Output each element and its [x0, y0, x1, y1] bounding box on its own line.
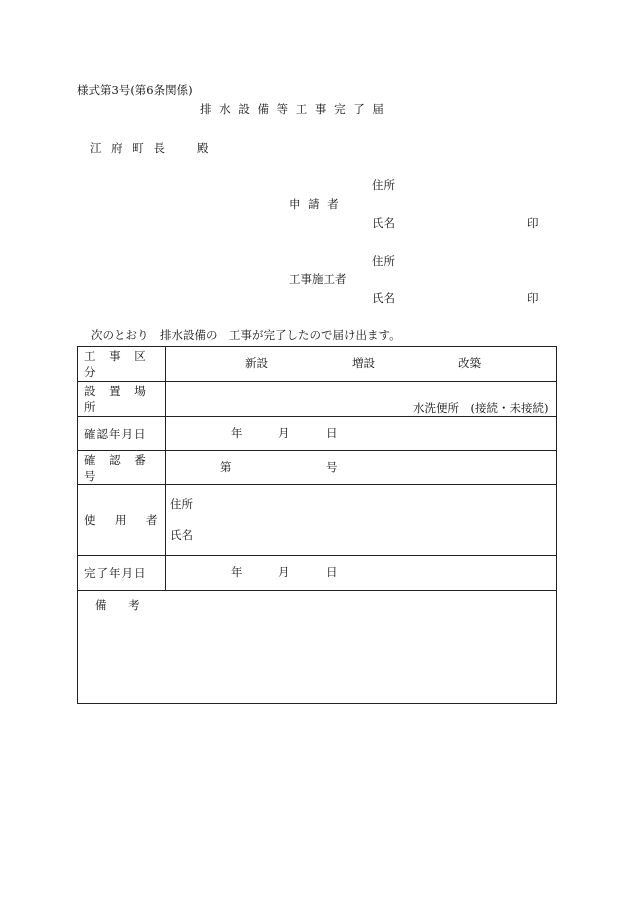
work-type-value[interactable]	[166, 347, 557, 382]
location-label: 設 置 場 所	[78, 382, 166, 417]
applicant-role: 申 請 者	[289, 197, 341, 211]
flush-toilet-note: 水洗便所 (接続・未接続)	[413, 401, 549, 415]
applicant-name-label: 氏名	[372, 216, 395, 230]
completion-month: 月	[278, 565, 290, 579]
option-new[interactable]: 新設	[245, 356, 268, 370]
row-confirm-number	[78, 451, 557, 485]
completion-date-label: 完了年月日	[78, 556, 166, 591]
contractor-name-label: 氏名	[372, 291, 395, 305]
completion-day: 日	[326, 565, 338, 579]
applicant-address-label: 住所	[372, 178, 395, 192]
row-confirm-date	[78, 417, 557, 451]
user-label: 使 用 者	[78, 485, 166, 556]
row-remarks	[78, 591, 557, 704]
form-number: 様式第3号(第6条関係)	[77, 83, 193, 97]
remarks-area[interactable]	[78, 591, 557, 704]
confirm-number-label: 確 認 番 号	[78, 451, 166, 485]
completion-date-value[interactable]	[166, 556, 557, 591]
confirm-month: 月	[278, 426, 290, 440]
remarks-label: 備 考	[95, 598, 149, 612]
row-work-type	[78, 347, 557, 382]
contractor-seal: 印	[527, 291, 539, 305]
work-type-label: 工 事 区 分	[78, 347, 166, 382]
confirm-day: 日	[326, 426, 338, 440]
confirm-date-value[interactable]	[166, 417, 557, 451]
location-value[interactable]	[166, 382, 557, 417]
user-name-label: 氏名	[170, 528, 193, 542]
contractor-role: 工事施工者	[289, 272, 347, 286]
form-table	[77, 346, 557, 704]
contractor-address-label: 住所	[372, 254, 395, 268]
user-value[interactable]	[166, 485, 557, 556]
number-suffix: 号	[326, 460, 338, 474]
row-location	[78, 382, 557, 417]
addressee: 江 府 町 長 殿	[90, 141, 212, 155]
statement: 次のとおり 排水設備の 工事が完了したので届け出ます。	[91, 328, 401, 342]
applicant-seal: 印	[527, 216, 539, 230]
option-extension[interactable]: 増設	[352, 356, 375, 370]
confirm-date-label: 確認年月日	[78, 417, 166, 451]
user-address-label: 住所	[170, 497, 193, 511]
confirm-year: 年	[231, 426, 243, 440]
row-completion-date	[78, 556, 557, 591]
number-prefix: 第	[220, 460, 232, 474]
row-user	[78, 485, 557, 556]
document-title: 排 水 設 備 等 工 事 完 了 届	[200, 102, 386, 116]
confirm-number-value[interactable]	[166, 451, 557, 485]
option-renovation[interactable]: 改築	[458, 356, 481, 370]
completion-year: 年	[231, 565, 243, 579]
